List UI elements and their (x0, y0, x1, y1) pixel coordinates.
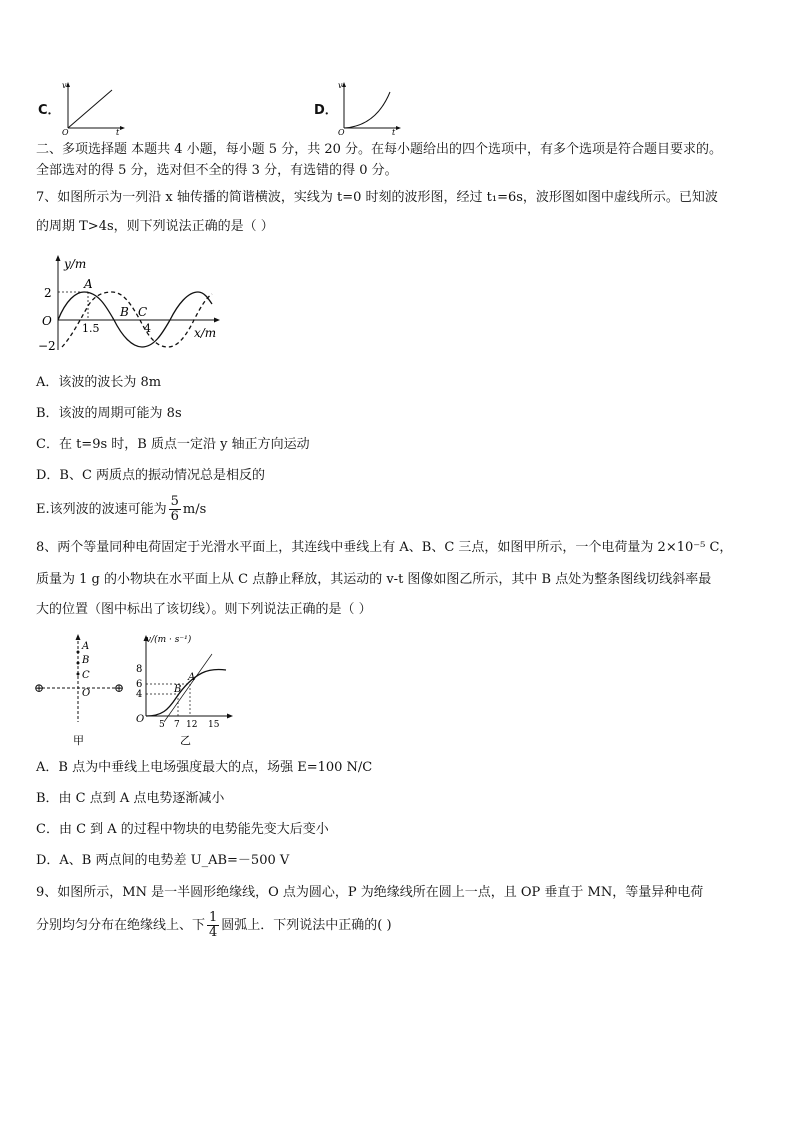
q7-option-e (36, 495, 206, 525)
yi-label: 乙 (180, 734, 191, 747)
frac-denominator: 6 (170, 509, 179, 524)
jia-point-b: B (82, 655, 90, 666)
charge-left: ⊕ (34, 681, 45, 695)
q7-option-b: B．该波的周期可能为 8s (36, 406, 182, 421)
q7-option-c: C．在 t=9s 时，B 质点一定沿 y 轴正方向运动 (36, 437, 310, 452)
q7-point-c: C (138, 305, 148, 319)
q7-origin: O (42, 314, 52, 328)
q7-stem-line2: 的周期 T>4s，则下列说法正确的是（ ） (36, 219, 274, 234)
yi-tick-x-15: 15 (208, 720, 220, 730)
q7-x-axis-label: x/m (194, 326, 217, 340)
axis-v-label: v (338, 81, 343, 90)
q8-option-d: D．A、B 两点间的电势差 U_AB=－500 V (36, 853, 290, 868)
origin-label: O (338, 128, 345, 136)
yi-tick-y-8: 8 (136, 664, 143, 675)
yi-tick-x-12: 12 (186, 720, 198, 730)
q7-option-e-unit: m/s (182, 502, 207, 517)
q7-wave-figure (36, 250, 226, 360)
q9-stem-line2-prefix: 分别均匀分布在绝缘线上、下 (36, 918, 206, 933)
jia-point-a: A (82, 641, 90, 652)
section2-line2: 全部选对的得 5 分，选对但不全的得 3 分，有选错的得 0 分。 (36, 163, 398, 178)
q8-stem-line1: 8、两个等量同种电荷固定于光滑水平面上，其连线中垂线上有 A、B、C 三点，如图甲所示，一个电荷量为 2×10⁻⁵ C， (36, 540, 733, 555)
q9-stem-line1: 9、如图所示，MN 是一半圆形绝缘线，O 点为圆心，P 为绝缘线所在圆上一点，且 OP 垂直于 MN，等量异种电荷 (36, 885, 704, 900)
q9-stem-line2 (36, 909, 392, 943)
q7-tick-x-1: 1.5 (82, 322, 100, 335)
q7-point-a: A (84, 277, 93, 291)
q8-option-a: A．B 点为中垂线上电场强度最大的点，场强 E=100 N/C (36, 760, 373, 775)
yi-point-a: A (188, 672, 196, 683)
yi-point-b: B (174, 684, 182, 695)
q7-y-axis-label: y/m (64, 257, 87, 271)
q8-option-b: B．由 C 点到 A 点电势逐渐减小 (36, 791, 225, 806)
q8-stem-line3: 大的位置（图中标出了该切线）。则下列说法正确的是（ ） (36, 602, 372, 617)
q7-point-b: B (120, 305, 129, 319)
jia-label: 甲 (73, 734, 84, 747)
yi-tick-y-4: 4 (136, 689, 143, 700)
q7-option-a: A．该波的波长为 8m (36, 375, 162, 390)
axis-t-label: t (116, 128, 120, 136)
q7-option-e-fraction (169, 495, 181, 524)
option-c-label: C． (38, 103, 61, 118)
q8-stem-line2: 质量为 1 g 的小物块在水平面上从 C 点静止释放，其运动的 v-t 图像如图乙所示，其中 B 点处为整条图线切线斜率最 (36, 572, 712, 587)
frac-numerator: 5 (170, 494, 179, 509)
jia-point-c: C (82, 670, 90, 681)
q7-tick-x-2: 4 (144, 322, 151, 335)
q7-tick-y-neg: −2 (38, 339, 56, 353)
q8-figure-yi (132, 630, 236, 748)
yi-tick-x-7: 7 (174, 720, 180, 730)
yi-y-axis-label: v/(m · s⁻¹) (146, 635, 192, 645)
axis-t-label: t (392, 128, 396, 136)
q9-fraction (207, 911, 219, 940)
section2-heading: 二、多项选择题 本题共 4 小题，每小题 5 分，共 20 分。在每小题给出的四个选项中，有多个选项是符合题目要求的。 (36, 142, 723, 157)
yi-tick-y-6: 6 (136, 679, 143, 690)
q7-option-e-prefix: E.该列波的波速可能为 (36, 502, 167, 517)
q7-tick-y-pos: 2 (44, 286, 52, 300)
frac-numerator: 1 (209, 910, 218, 925)
frac-denominator: 4 (209, 925, 218, 940)
q7-option-d: D．B、C 两质点的振动情况总是相反的 (36, 468, 266, 483)
option-d-graph (336, 80, 406, 136)
jia-origin: O (82, 688, 91, 699)
q7-stem-line1: 7、如图所示为一列沿 x 轴传播的简谐横波，实线为 t=0 时刻的波形图，经过 t₁=6s，波形图如图中虚线所示。已知波 (36, 190, 718, 205)
charge-right: ⊕ (114, 681, 125, 695)
yi-tick-x-5: 5 (159, 720, 165, 730)
q8-figure-jia (30, 630, 136, 748)
yi-origin: O (136, 714, 145, 725)
option-c-graph (60, 80, 130, 136)
axis-v-label: v (62, 81, 67, 90)
q8-option-c: C．由 C 到 A 的过程中物块的电势能先变大后变小 (36, 822, 329, 837)
option-d-label: D． (314, 103, 338, 118)
origin-label: O (62, 128, 69, 136)
q9-stem-line2-suffix: 圆弧上．下列说法中正确的( ) (221, 918, 392, 933)
